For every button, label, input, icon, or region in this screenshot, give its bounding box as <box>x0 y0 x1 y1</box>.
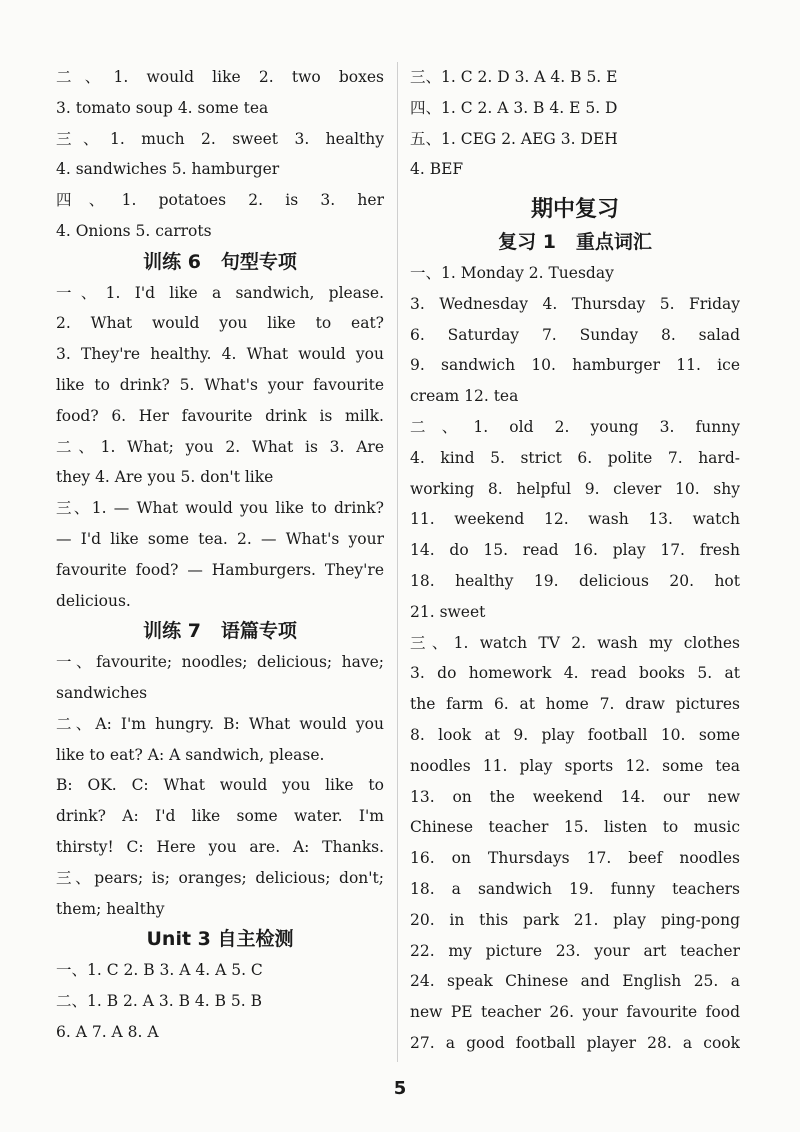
answer-line: 3. tomato soup 4. some tea <box>56 98 269 117</box>
answer-line: 4. BEF <box>410 160 464 179</box>
answer-line: 二、1. B 2. A 3. B 4. B 5. B <box>56 991 263 1010</box>
answer-line: 一、1. Monday 2. Tuesday <box>410 263 614 282</box>
answer-line: 二、1. old 2. young 3. funny <box>410 417 740 436</box>
answer-line: 4. Onions 5. carrots <box>56 221 212 240</box>
answer-line: noodles 11. play sports 12. some tea <box>410 756 740 775</box>
answer-line: 三、1. C 2. D 3. A 4. B 5. E <box>410 68 618 86</box>
answer-line: 三、pears; is; oranges; delicious; don't; <box>56 868 384 887</box>
answer-line: 3. Wednesday 4. Thursday 5. Friday <box>410 294 740 313</box>
answer-line: 4. kind 5. strict 6. polite 7. hard- <box>410 448 740 467</box>
column-divider <box>397 62 398 1062</box>
answer-line: working 8. helpful 9. clever 10. shy <box>410 479 740 498</box>
answer-line: 二、A: I'm hungry. B: What would you <box>56 714 384 733</box>
answer-line: food? 6. Her favourite drink is milk. <box>56 406 384 425</box>
answer-line: drink? A: I'd like some water. I'm <box>56 807 384 826</box>
answer-line: 6. A 7. A 8. A <box>56 1022 159 1041</box>
answer-line: 四、1. C 2. A 3. B 4. E 5. D <box>410 98 618 117</box>
section-heading: Unit 3 自主检测 <box>146 928 294 951</box>
answer-line: 三、1. watch TV 2. wash my clothes <box>410 633 740 652</box>
answer-line: 14. do 15. read 16. play 17. fresh <box>410 541 740 560</box>
answer-line: 二、1. What; you 2. What is 3. Are <box>56 437 384 456</box>
answer-line: 27. a good football player 28. a cook <box>410 1033 740 1052</box>
answer-line: 4. sandwiches 5. hamburger <box>56 160 280 179</box>
answer-line: new PE teacher 26. your favourite food <box>410 1003 740 1022</box>
answer-line: 三、1. — What would you like to drink? <box>56 499 384 518</box>
answer-line: cream 12. tea <box>410 387 519 406</box>
answer-line: 18. a sandwich 19. funny teachers <box>410 879 740 898</box>
answer-line: favourite food? — Hamburgers. They're <box>56 560 384 579</box>
answer-line: sandwiches <box>56 683 148 702</box>
answer-line: 9. sandwich 10. hamburger 11. ice <box>410 356 740 375</box>
answer-line: 一、1. I'd like a sandwich, please. <box>56 283 384 302</box>
answer-line: B: OK. C: What would you like to <box>56 776 384 795</box>
section-heading: 复习 1 重点词汇 <box>498 231 652 254</box>
answer-line: 3. They're healthy. 4. What would you <box>56 345 384 364</box>
answer-line: 21. sweet <box>410 602 486 621</box>
answer-line: — I'd like some tea. 2. — What's your <box>56 529 384 548</box>
answer-line: them; healthy <box>56 899 165 918</box>
answer-line: like to drink? 5. What's your favourite <box>56 375 384 394</box>
answer-line: thirsty! C: Here you are. A: Thanks. <box>56 837 384 856</box>
answer-line: 3. do homework 4. read books 5. at <box>410 664 740 683</box>
answer-line: they 4. Are you 5. don't like <box>56 468 274 487</box>
answer-line: 20. in this park 21. play ping-pong <box>410 910 740 929</box>
answer-line: like to eat? A: A sandwich, please. <box>56 745 325 764</box>
answer-line: 6. Saturday 7. Sunday 8. salad <box>410 325 740 344</box>
answer-line: delicious. <box>56 591 131 610</box>
answer-line: 8. look at 9. play football 10. some <box>410 725 740 744</box>
answer-line: 22. my picture 23. your art teacher <box>410 941 740 960</box>
section-heading: 期中复习 <box>530 197 619 223</box>
answer-line: 2. What would you like to eat? <box>56 314 384 333</box>
answer-line: 18. healthy 19. delicious 20. hot <box>410 571 740 590</box>
answer-line: 四、1. potatoes 2. is 3. her <box>56 191 384 210</box>
answer-line: 16. on Thursdays 17. beef noodles <box>410 849 740 868</box>
answer-line: 三、1. much 2. sweet 3. healthy <box>56 129 384 148</box>
answer-line: 五、1. CEG 2. AEG 3. DEH <box>410 129 618 148</box>
answer-line: 二、1. would like 2. two boxes <box>56 68 384 86</box>
answer-line: the farm 6. at home 7. draw pictures <box>410 695 740 714</box>
answer-line: 13. on the weekend 14. our new <box>410 787 740 806</box>
section-heading: 训练 6 句型专项 <box>143 250 297 273</box>
answer-line: 一、favourite; noodles; delicious; have; <box>56 653 384 672</box>
left-column <box>56 62 384 1048</box>
section-heading: 训练 7 语篇专项 <box>143 620 297 643</box>
page-number: 5 <box>393 1078 407 1099</box>
answer-line: 24. speak Chinese and English 25. a <box>410 972 740 991</box>
right-column <box>410 62 740 1059</box>
answer-line: Chinese teacher 15. listen to music <box>410 818 740 837</box>
answer-line: 一、1. C 2. B 3. A 4. A 5. C <box>56 961 263 980</box>
answer-line: 11. weekend 12. wash 13. watch <box>410 510 740 529</box>
